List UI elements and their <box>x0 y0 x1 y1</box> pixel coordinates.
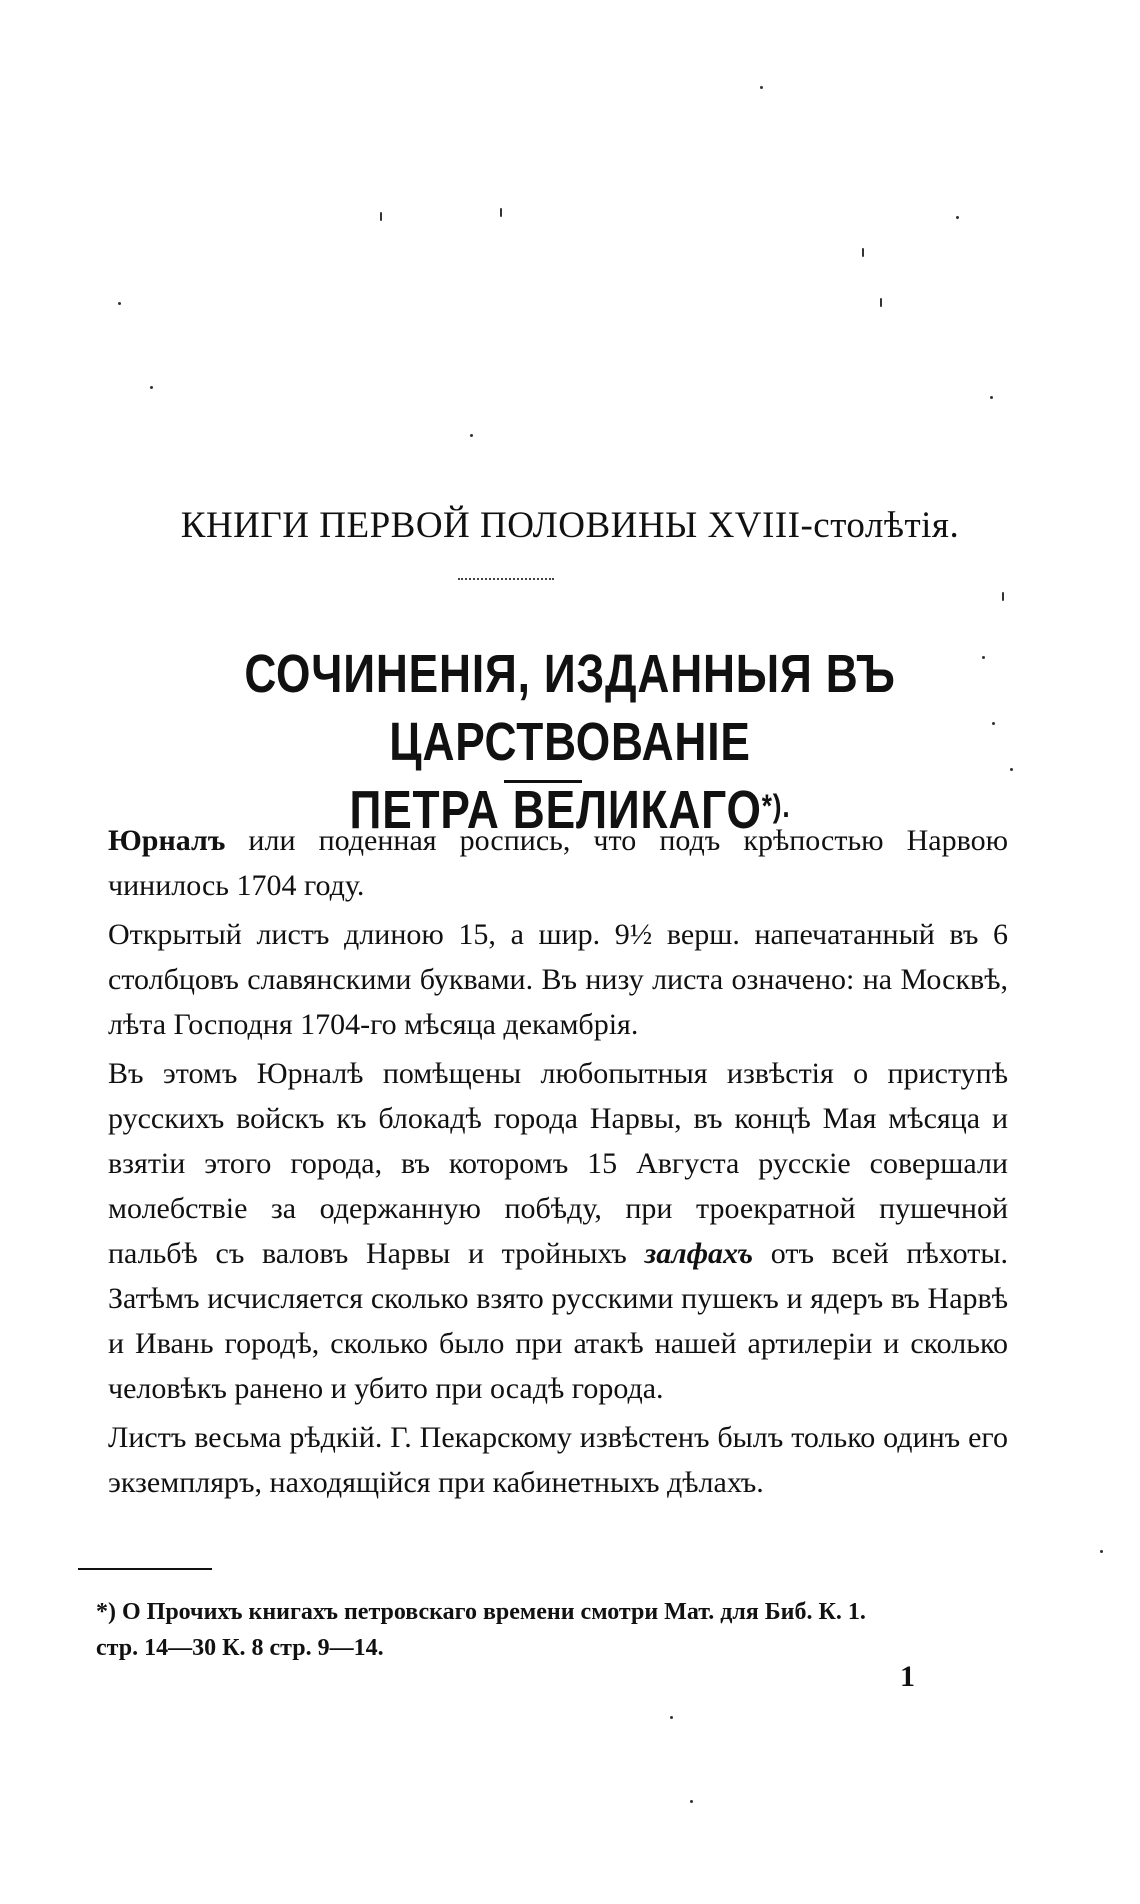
scan-speck <box>380 212 382 221</box>
footnote-marker: *). <box>761 788 791 824</box>
scan-speck <box>670 1716 673 1719</box>
paragraph <box>108 912 1008 1047</box>
main-title-line-2-text: ПЕТРА ВЕЛИКАГО <box>349 780 762 840</box>
scan-speck <box>118 302 121 305</box>
paragraph-italic-word: залфахъ <box>644 1237 754 1270</box>
scan-speck <box>880 298 882 307</box>
main-title-line-1: СОЧИНЕНІЯ, ИЗДАННЫЯ ВЪ ЦАРСТВОВАНІЕ <box>244 644 896 772</box>
ornamental-rule <box>458 578 554 580</box>
scan-speck <box>992 722 995 725</box>
scan-speck <box>690 1800 693 1803</box>
scan-speck <box>990 396 993 399</box>
page-number: 1 <box>900 1660 915 1693</box>
paragraph-lead-word: Юрналъ <box>108 824 226 857</box>
footnote <box>96 1594 1014 1666</box>
paragraph-text: Листъ весьма рѣдкій. Г. Пекарскому извѣстенъ былъ только одинъ его экземпляръ, находящійся при кабинетныхъ дѣлахъ. <box>108 1421 1008 1499</box>
scan-speck <box>470 434 473 437</box>
main-title <box>185 640 956 844</box>
paragraph-text: Открытый листъ длиною 15, а шир. 9½ верш. напечатанный въ 6 столбцовъ славянскими буквами. Въ низу листа означено: на Москвѣ, лѣта Господня 1704-го мѣсяца декамбрія. <box>108 918 1008 1041</box>
scan-speck <box>150 386 153 389</box>
paragraph-text: отъ всей пѣхоты. Затѣмъ исчисляется сколько взято русскими пушекъ и ядеръ въ Нарвѣ и Ивань городѣ, сколько было при атакѣ нашей артилеріи и сколько человѣкъ ранено и убито при осадѣ города. <box>108 1237 1009 1405</box>
paragraph-text: Въ этомъ Юрналѣ помѣщены любопытныя извѣстія о приступѣ русскихъ войскъ къ блокадѣ города Нарвы, въ концѣ Мая мѣсяца и взятіи этого города, въ которомъ 15 Августа русскіе совершали молебствіе за одержанную побѣду, при троекратной пушечной пальбѣ съ валовъ Нарвы и тройныхъ <box>108 1057 1008 1270</box>
body-text <box>108 818 1008 1509</box>
scan-speck <box>760 86 763 89</box>
footnote-line-1: *) О Прочихъ книгахъ петровскаго времени смотри Мат. для Биб. К. 1. <box>96 1599 866 1625</box>
footnote-rule <box>78 1568 212 1570</box>
scan-speck <box>500 208 502 217</box>
scan-speck <box>1010 768 1013 771</box>
title-rule <box>504 780 582 783</box>
paragraph <box>108 818 1008 908</box>
scan-speck <box>982 656 985 659</box>
scan-speck <box>1002 592 1004 601</box>
section-heading: КНИГИ ПЕРВОЙ ПОЛОВИНЫ XVIII-столѣтія. <box>180 505 960 546</box>
footnote-line-2: стр. 14—30 К. 8 стр. 9—14. <box>96 1635 384 1661</box>
scan-speck <box>1100 1550 1103 1553</box>
scan-speck <box>862 248 864 257</box>
scan-speck <box>956 216 959 219</box>
paragraph <box>108 1051 1008 1411</box>
paragraph <box>108 1415 1008 1505</box>
paragraph-text: или поденная роспись, что подъ крѣпостью Нарвою чинилось 1704 году. <box>108 824 1008 902</box>
